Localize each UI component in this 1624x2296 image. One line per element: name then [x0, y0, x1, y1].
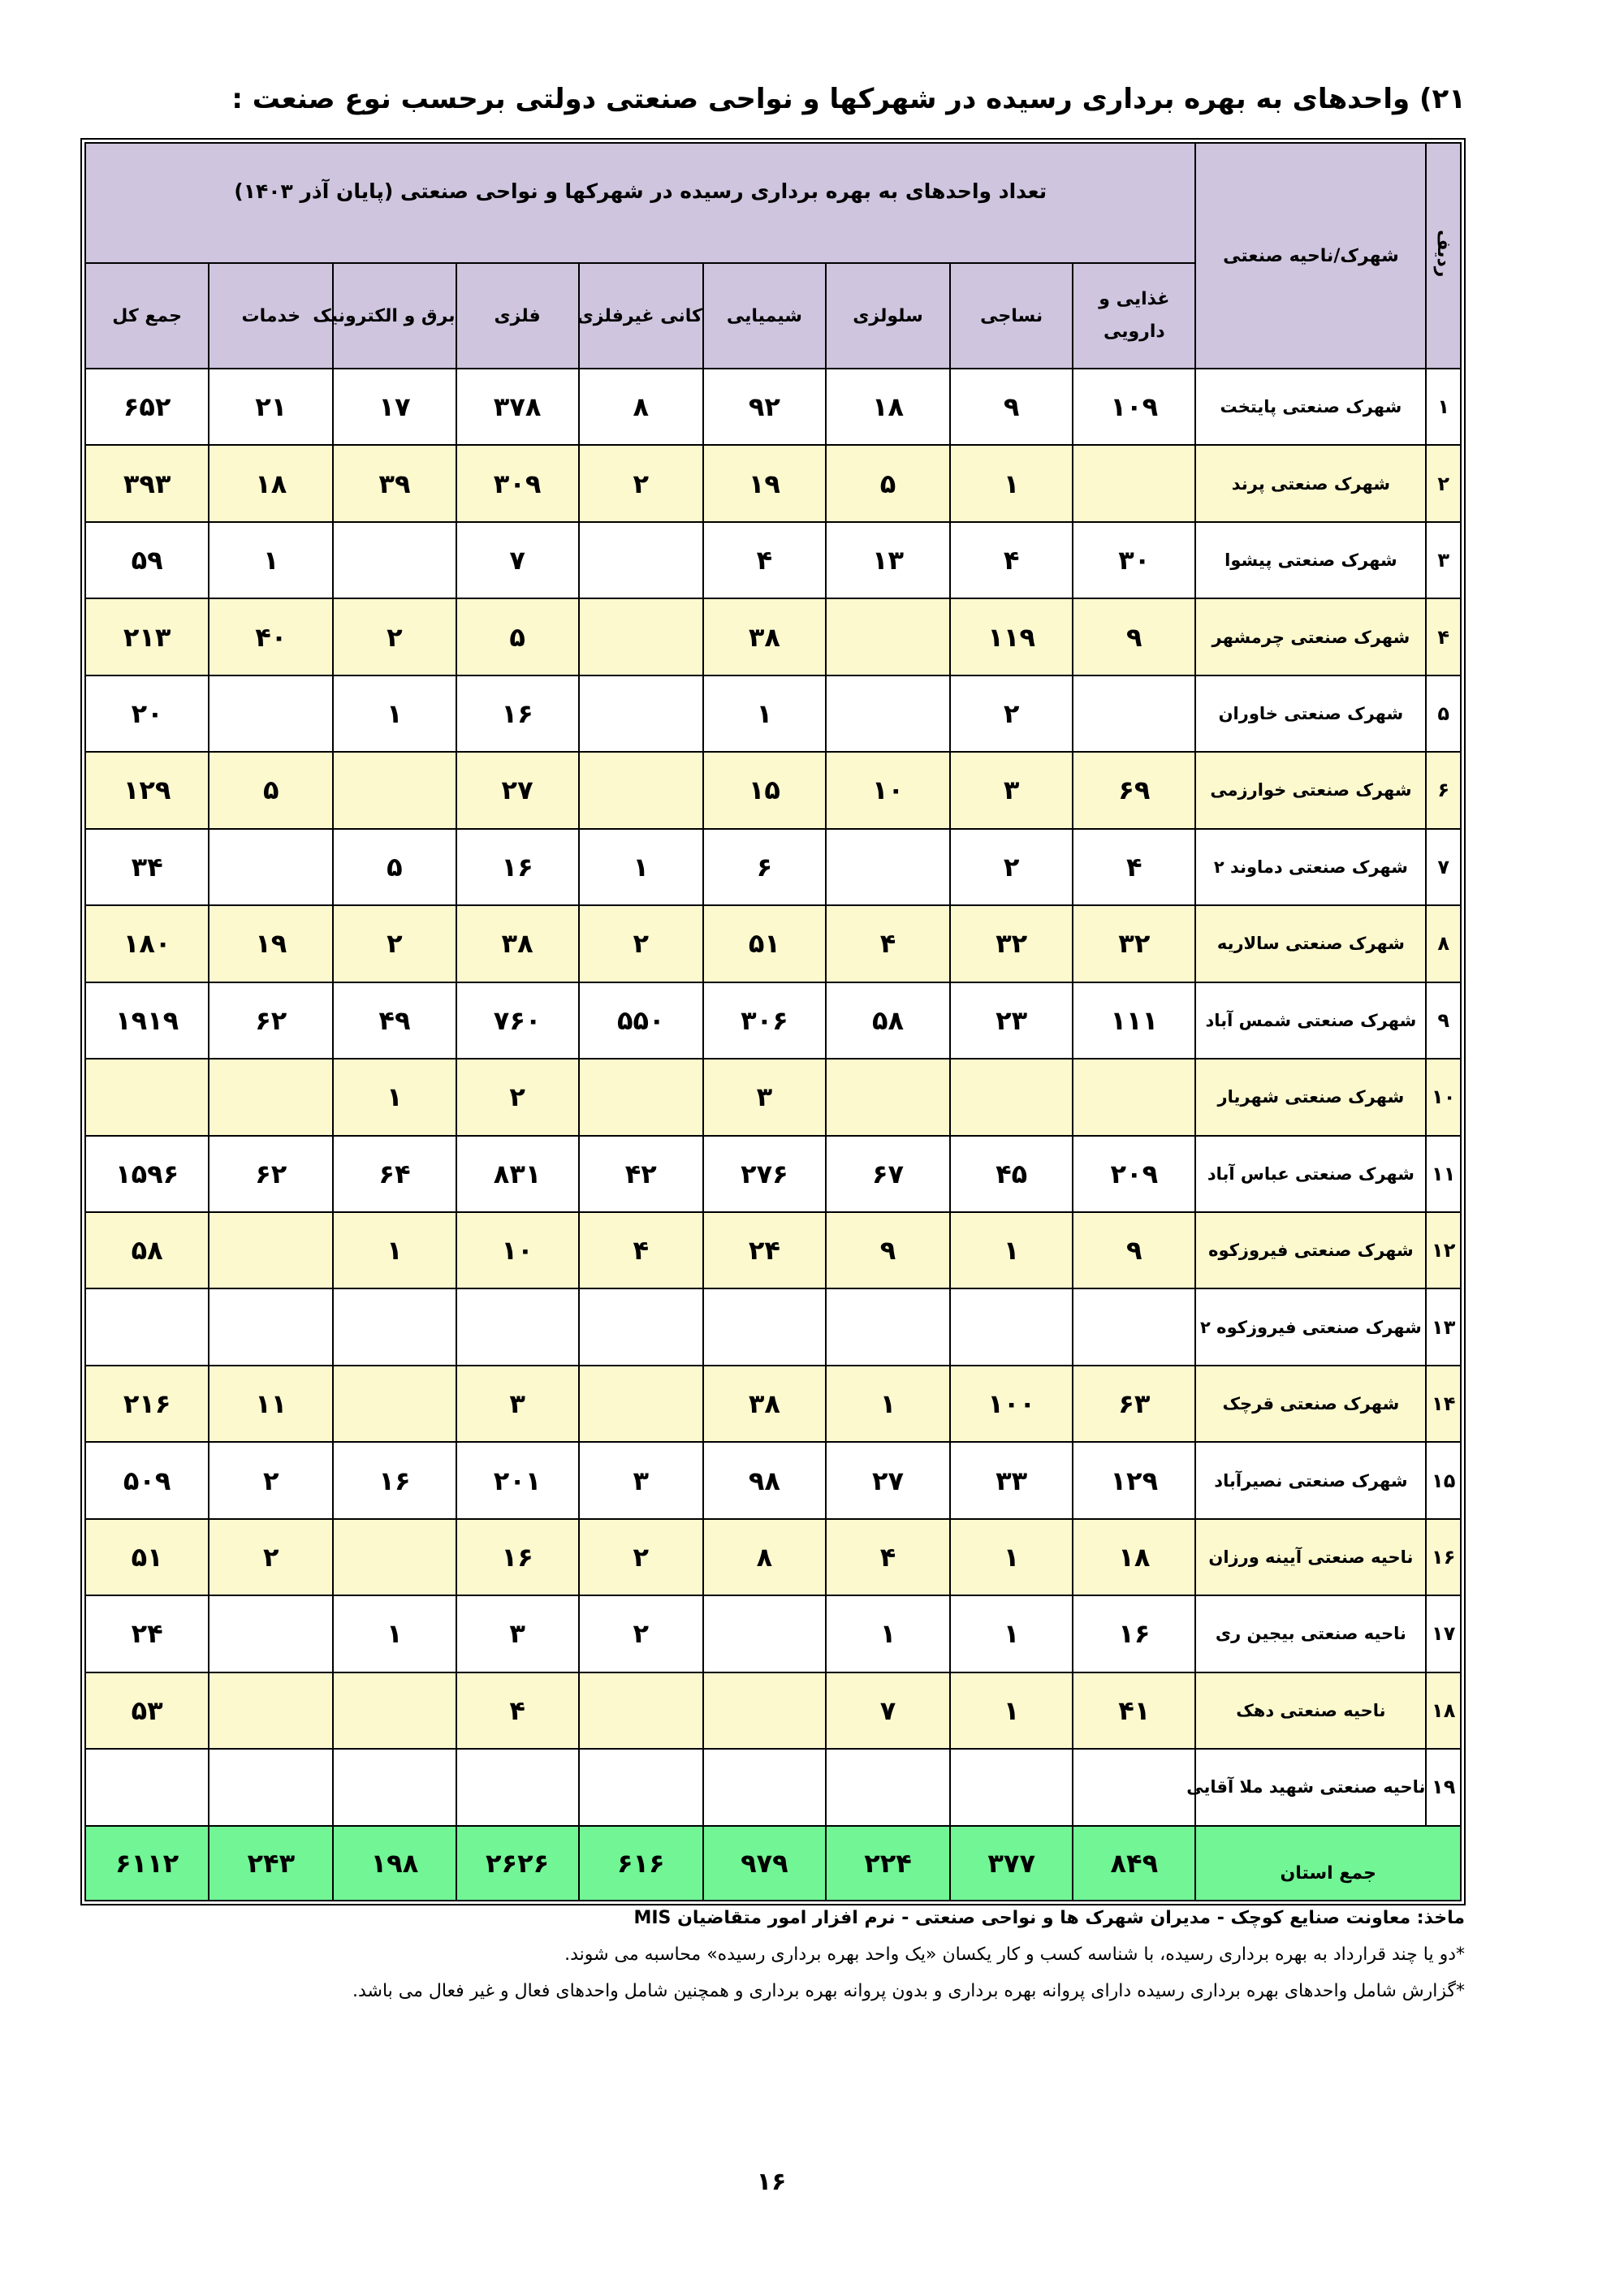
value-cell: ۱۸ [1073, 1519, 1195, 1595]
value-cell [826, 829, 950, 905]
value-cell [703, 1288, 826, 1365]
value-cell: ۴ [826, 905, 950, 982]
value-cell: ۵ [826, 445, 950, 521]
value-cell: ۲ [209, 1519, 333, 1595]
value-cell [579, 522, 703, 598]
value-cell [1073, 445, 1195, 521]
column-header: جمع کل [85, 263, 209, 369]
value-cell [579, 598, 703, 675]
value-cell: ۴۱ [1073, 1672, 1195, 1749]
industrial-estate-name: شهرک صنعتی خوارزمی [1195, 752, 1426, 828]
total-label: جمع استان [1195, 1826, 1461, 1901]
value-cell: ۱۰ [456, 1212, 579, 1288]
value-cell [826, 598, 950, 675]
value-cell: ۳۹۳ [85, 445, 209, 521]
value-cell [579, 1749, 703, 1825]
value-cell: ۲ [950, 675, 1073, 752]
name-header: شهرک/ناحیه صنعتی [1195, 143, 1426, 369]
value-cell: ۱ [333, 1059, 456, 1135]
value-cell: ۴ [950, 522, 1073, 598]
value-cell: ۱ [703, 675, 826, 752]
value-cell: ۱ [950, 1212, 1073, 1288]
value-cell [1073, 675, 1195, 752]
total-value-cell: ۲۴۳ [209, 1826, 333, 1901]
value-cell: ۳۸ [703, 598, 826, 675]
industrial-estate-name: ناحیه صنعتی شهید ملا آقایی [1195, 1749, 1426, 1825]
table-row [85, 1672, 1461, 1749]
value-cell: ۱ [333, 1595, 456, 1672]
value-cell: ۱۵۹۶ [85, 1136, 209, 1212]
industrial-estate-name: شهرک صنعتی فیروزکوه ۲ [1195, 1288, 1426, 1365]
column-header: خدمات [209, 263, 333, 369]
footnote-2: *گزارش شامل واحدهای بهره برداری رسیده دارای پروانه بهره برداری و بدون پروانه بهره برداری و همچنین شامل واحدهای فعال و غیر فعال می باشد. [352, 1981, 1465, 2001]
value-cell [209, 829, 333, 905]
value-cell: ۳۲ [1073, 905, 1195, 982]
value-cell: ۴ [703, 522, 826, 598]
value-cell: ۶۳ [1073, 1366, 1195, 1442]
row-number: ۴ [1426, 598, 1461, 675]
value-cell: ۹ [826, 1212, 950, 1288]
value-cell: ۱ [333, 1212, 456, 1288]
column-header: کانی غیرفلزی [579, 263, 703, 369]
table-row [85, 369, 1461, 445]
industrial-estate-name: شهرک صنعتی قرچک [1195, 1366, 1426, 1442]
industrial-estate-name: شهرک صنعتی شمس آباد [1195, 982, 1426, 1059]
value-cell: ۳۹ [333, 445, 456, 521]
value-cell [333, 1519, 456, 1595]
table-row [85, 1749, 1461, 1825]
total-value-cell: ۶۱۶ [579, 1826, 703, 1901]
value-cell: ۲۷ [826, 1442, 950, 1518]
value-cell: ۲ [579, 905, 703, 982]
value-cell [209, 1595, 333, 1672]
column-header: شیمیایی [703, 263, 826, 369]
value-cell: ۳۸ [456, 905, 579, 982]
value-cell [1073, 1749, 1195, 1825]
value-cell: ۶۲ [209, 1136, 333, 1212]
table-row [85, 522, 1461, 598]
row-number: ۹ [1426, 982, 1461, 1059]
industrial-estate-name: شهرک صنعتی چرمشهر [1195, 598, 1426, 675]
row-number: ۷ [1426, 829, 1461, 905]
value-cell [333, 1288, 456, 1365]
value-cell: ۵۳ [85, 1672, 209, 1749]
industrial-estate-name: شهرک صنعتی دماوند ۲ [1195, 829, 1426, 905]
column-header: فلزی [456, 263, 579, 369]
value-cell [85, 1288, 209, 1365]
row-number: ۱۴ [1426, 1366, 1461, 1442]
value-cell: ۱ [950, 445, 1073, 521]
total-value-cell: ۶۱۱۲ [85, 1826, 209, 1901]
value-cell: ۱۵ [703, 752, 826, 828]
table-row [85, 1212, 1461, 1288]
row-number: ۱۶ [1426, 1519, 1461, 1595]
value-cell [579, 1366, 703, 1442]
value-cell: ۳۰۶ [703, 982, 826, 1059]
value-cell: ۱ [826, 1366, 950, 1442]
value-cell: ۴ [579, 1212, 703, 1288]
industrial-estate-name: شهرک صنعتی عباس آباد [1195, 1136, 1426, 1212]
value-cell: ۳۳ [950, 1442, 1073, 1518]
value-cell [209, 1212, 333, 1288]
value-cell: ۲۴ [85, 1595, 209, 1672]
value-cell: ۲ [456, 1059, 579, 1135]
table-body [85, 369, 1461, 1901]
value-cell: ۴۲ [579, 1136, 703, 1212]
value-cell: ۲ [950, 829, 1073, 905]
value-cell: ۵۱ [85, 1519, 209, 1595]
value-cell [950, 1288, 1073, 1365]
value-cell: ۱۱ [209, 1366, 333, 1442]
industrial-estate-name: شهرک صنعتی پایتخت [1195, 369, 1426, 445]
value-cell: ۱۳ [826, 522, 950, 598]
footnote-1: *دو یا چند قرارداد به بهره برداری رسیده، با شناسه کسب و کار یکسان «یک واحد بهره برداری رسیده» محاسبه می شوند. [564, 1944, 1465, 1965]
value-cell [703, 1749, 826, 1825]
value-cell [703, 1672, 826, 1749]
value-cell: ۲۷۶ [703, 1136, 826, 1212]
value-cell: ۲۰ [85, 675, 209, 752]
value-cell [456, 1288, 579, 1365]
value-cell: ۲ [333, 905, 456, 982]
value-cell: ۳۸ [703, 1366, 826, 1442]
value-cell: ۱۰۹ [1073, 369, 1195, 445]
table-row [85, 598, 1461, 675]
value-cell: ۳۷۸ [456, 369, 579, 445]
value-cell: ۳۰۹ [456, 445, 579, 521]
row-number: ۱۰ [1426, 1059, 1461, 1135]
row-number-header: ردیف [1426, 143, 1461, 369]
value-cell: ۵۵۰ [579, 982, 703, 1059]
total-value-cell: ۹۷۹ [703, 1826, 826, 1901]
value-cell: ۶۵۲ [85, 369, 209, 445]
row-number: ۸ [1426, 905, 1461, 982]
row-number: ۱ [1426, 369, 1461, 445]
value-cell: ۳ [950, 752, 1073, 828]
value-cell [950, 1749, 1073, 1825]
industrial-estate-name: شهرک صنعتی خاوران [1195, 675, 1426, 752]
value-cell: ۵۹ [85, 522, 209, 598]
total-value-cell: ۱۹۸ [333, 1826, 456, 1901]
value-cell: ۵ [456, 598, 579, 675]
value-cell: ۲ [579, 1519, 703, 1595]
row-number: ۱۳ [1426, 1288, 1461, 1365]
table-row [85, 905, 1461, 982]
industrial-estate-name: شهرک صنعتی فیروزکوه [1195, 1212, 1426, 1288]
column-header: برق و الکترونیک [333, 263, 456, 369]
row-number: ۱۲ [1426, 1212, 1461, 1288]
value-cell: ۱۸ [826, 369, 950, 445]
value-cell: ۱۲۹ [1073, 1442, 1195, 1518]
value-cell: ۱۷ [333, 369, 456, 445]
value-cell: ۱۹ [703, 445, 826, 521]
row-number: ۱۹ [1426, 1749, 1461, 1825]
value-cell: ۹ [950, 369, 1073, 445]
value-cell: ۵۸ [85, 1212, 209, 1288]
industrial-estate-name: شهرک صنعتی پیشوا [1195, 522, 1426, 598]
total-value-cell: ۲۲۴ [826, 1826, 950, 1901]
value-cell: ۵۸ [826, 982, 950, 1059]
value-cell: ۱۰۰ [950, 1366, 1073, 1442]
value-cell: ۱۸ [209, 445, 333, 521]
value-cell [703, 1595, 826, 1672]
column-header: سلولزی [826, 263, 950, 369]
value-cell: ۱۹۱۹ [85, 982, 209, 1059]
value-cell: ۶۴ [333, 1136, 456, 1212]
value-cell: ۸۳۱ [456, 1136, 579, 1212]
row-number: ۱۱ [1426, 1136, 1461, 1212]
row-number: ۱۸ [1426, 1672, 1461, 1749]
value-cell: ۶۹ [1073, 752, 1195, 828]
industrial-estate-name: ناحیه صنعتی دهک [1195, 1672, 1426, 1749]
table-row [85, 1595, 1461, 1672]
value-cell: ۳۴ [85, 829, 209, 905]
row-number: ۶ [1426, 752, 1461, 828]
total-value-cell: ۲۶۲۶ [456, 1826, 579, 1901]
row-number: ۲ [1426, 445, 1461, 521]
value-cell [826, 1059, 950, 1135]
value-cell: ۴۹ [333, 982, 456, 1059]
value-cell: ۲ [209, 1442, 333, 1518]
value-cell [579, 1059, 703, 1135]
value-cell: ۶ [703, 829, 826, 905]
value-cell: ۱۸۰ [85, 905, 209, 982]
value-cell: ۱ [950, 1595, 1073, 1672]
value-cell: ۹ [1073, 598, 1195, 675]
row-number: ۱۵ [1426, 1442, 1461, 1518]
industrial-estate-name: شهرک صنعتی نصیرآباد [1195, 1442, 1426, 1518]
value-cell: ۲ [579, 445, 703, 521]
value-cell [333, 752, 456, 828]
value-cell: ۱۹ [209, 905, 333, 982]
value-cell [333, 1366, 456, 1442]
value-cell: ۱ [209, 522, 333, 598]
value-cell [333, 1672, 456, 1749]
value-cell [826, 675, 950, 752]
value-cell [826, 1749, 950, 1825]
value-cell: ۷ [456, 522, 579, 598]
value-cell [209, 1672, 333, 1749]
value-cell: ۱۶ [456, 675, 579, 752]
value-cell: ۱ [826, 1595, 950, 1672]
group-header: تعداد واحدهای به بهره برداری رسیده در شهرکها و نواحی صنعتی (پایان آذر ۱۴۰۳) [85, 143, 1195, 263]
value-cell: ۳ [456, 1595, 579, 1672]
value-cell: ۶۷ [826, 1136, 950, 1212]
value-cell [85, 1749, 209, 1825]
value-cell: ۲۱۳ [85, 598, 209, 675]
value-cell [456, 1749, 579, 1825]
value-cell: ۷ [826, 1672, 950, 1749]
value-cell: ۵۱ [703, 905, 826, 982]
value-cell [1073, 1059, 1195, 1135]
value-cell: ۱۶ [456, 1519, 579, 1595]
value-cell: ۸ [579, 369, 703, 445]
value-cell: ۷۶۰ [456, 982, 579, 1059]
value-cell: ۱ [579, 829, 703, 905]
value-cell [579, 752, 703, 828]
value-cell: ۵۰۹ [85, 1442, 209, 1518]
column-header: غذایی و دارویی [1073, 263, 1195, 369]
value-cell: ۳ [579, 1442, 703, 1518]
value-cell [209, 1059, 333, 1135]
industrial-estate-name: شهرک صنعتی پرند [1195, 445, 1426, 521]
value-cell: ۲ [333, 598, 456, 675]
value-cell: ۲۷ [456, 752, 579, 828]
value-cell [333, 522, 456, 598]
table-row [85, 829, 1461, 905]
value-cell: ۱۲۹ [85, 752, 209, 828]
value-cell: ۵ [209, 752, 333, 828]
source-note: ماخذ: معاونت صنایع کوچک - مدیران شهرک ها و نواحی صنعتی - نرم افزار امور متقاضیان MIS [633, 1908, 1465, 1928]
value-cell: ۲۰۱ [456, 1442, 579, 1518]
table-row [85, 1519, 1461, 1595]
total-value-cell: ۸۴۹ [1073, 1826, 1195, 1901]
value-cell [333, 1749, 456, 1825]
value-cell: ۹ [1073, 1212, 1195, 1288]
page-number: ۱۶ [756, 2168, 787, 2196]
value-cell [950, 1059, 1073, 1135]
notes [84, 1908, 1465, 2018]
value-cell: ۱ [950, 1519, 1073, 1595]
value-cell: ۲۰۹ [1073, 1136, 1195, 1212]
row-number: ۵ [1426, 675, 1461, 752]
value-cell [579, 1672, 703, 1749]
value-cell [209, 675, 333, 752]
table-row [85, 675, 1461, 752]
table-row [85, 445, 1461, 521]
data-table [84, 142, 1462, 1901]
total-row [85, 1826, 1461, 1901]
value-cell [579, 675, 703, 752]
value-cell: ۹۸ [703, 1442, 826, 1518]
value-cell: ۴ [1073, 829, 1195, 905]
industrial-estate-name: ناحیه صنعتی بیجین ری [1195, 1595, 1426, 1672]
table-row [85, 1366, 1461, 1442]
value-cell [1073, 1288, 1195, 1365]
value-cell: ۱ [333, 675, 456, 752]
table-row [85, 1442, 1461, 1518]
value-cell: ۲۳ [950, 982, 1073, 1059]
column-header: نساجی [950, 263, 1073, 369]
value-cell: ۱۰ [826, 752, 950, 828]
value-cell [209, 1749, 333, 1825]
row-number: ۱۷ [1426, 1595, 1461, 1672]
value-cell: ۳۰ [1073, 522, 1195, 598]
industrial-estate-name: شهرک صنعتی سالاریه [1195, 905, 1426, 982]
value-cell [85, 1059, 209, 1135]
value-cell: ۱۶ [333, 1442, 456, 1518]
value-cell: ۴۰ [209, 598, 333, 675]
table-row [85, 1288, 1461, 1365]
value-cell: ۲۴ [703, 1212, 826, 1288]
industrial-estate-name: شهرک صنعتی شهریار [1195, 1059, 1426, 1135]
value-cell: ۱ [950, 1672, 1073, 1749]
table-row [85, 1059, 1461, 1135]
value-cell: ۵ [333, 829, 456, 905]
value-cell: ۱۶ [1073, 1595, 1195, 1672]
table-row [85, 1136, 1461, 1212]
value-cell: ۴ [456, 1672, 579, 1749]
value-cell: ۸ [703, 1519, 826, 1595]
value-cell: ۲۱۶ [85, 1366, 209, 1442]
value-cell: ۴۵ [950, 1136, 1073, 1212]
value-cell: ۴ [826, 1519, 950, 1595]
value-cell: ۲ [579, 1595, 703, 1672]
value-cell: ۱۱۱ [1073, 982, 1195, 1059]
value-cell: ۶۲ [209, 982, 333, 1059]
value-cell: ۳ [703, 1059, 826, 1135]
value-cell: ۹۲ [703, 369, 826, 445]
value-cell: ۳۲ [950, 905, 1073, 982]
row-number: ۳ [1426, 522, 1461, 598]
value-cell: ۳ [456, 1366, 579, 1442]
table-row [85, 982, 1461, 1059]
industrial-estate-name: ناحیه صنعتی آیینه ورزان [1195, 1519, 1426, 1595]
value-cell [826, 1288, 950, 1365]
value-cell: ۱۱۹ [950, 598, 1073, 675]
total-value-cell: ۳۷۷ [950, 1826, 1073, 1901]
table-row [85, 752, 1461, 828]
value-cell [579, 1288, 703, 1365]
page-title: ۲۱) واحدهای به بهره برداری رسیده در شهرکها و نواحی صنعتی دولتی برحسب نوع صنعت : [231, 83, 1466, 115]
value-cell: ۱۶ [456, 829, 579, 905]
value-cell [209, 1288, 333, 1365]
value-cell: ۲۱ [209, 369, 333, 445]
